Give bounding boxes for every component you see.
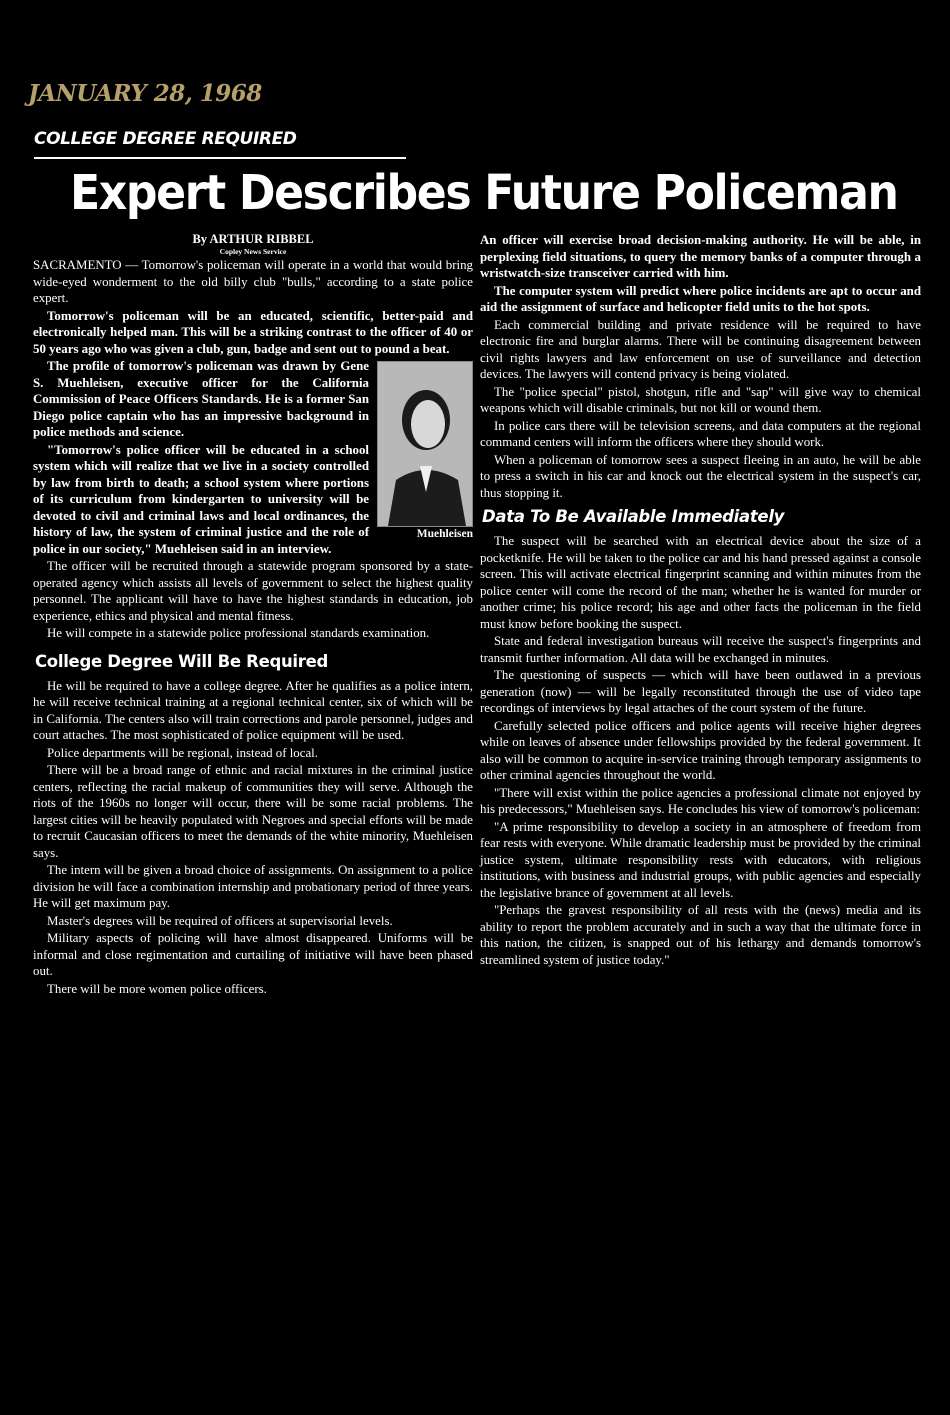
article-column-right (480, 232, 921, 969)
paragraph: Tomorrow's policeman will be an educated, scientific, better-paid and electronically helped man. This will be a striking contrast to the officer of 40 or 50 years ago who was given a club, gun, badge and sent out to pound a beat. (33, 308, 473, 356)
paragraph: Carefully selected police officers and police agents will receive higher degrees while on leaves of absence under fellowships provided by the federal government. It also will be common to acquire in-service training through temporary assignments to other criminal agencies throughout the world. (480, 718, 921, 782)
main-headline: Expert Describes Future Policeman (70, 165, 898, 221)
paragraph: "Perhaps the gravest responsibility of all rests with the (news) media and its ability to report the problem accurately and in such a way that the ultimate force in this nation, the citizen, is snapped out of his lethargy and demands tomorrow's streamlined system of justice today." (480, 903, 921, 967)
paragraph: "Tomorrow's police officer will be educated in a school system which will realize that we live in a society controlled by law from birth to death; a school system where portions of its curriculum from kindergarten to university will be devoted to civil and criminal laws and local ordinances, the history of law, the system of criminal justice and the role of police in our society," Muehleisen said in an interview. (33, 442, 369, 556)
paragraph: An officer will exercise broad decision-making authority. He will be able, in perplexing field situations, to query the memory banks of a computer through a wristwatch-size transceiver carried with him. (480, 233, 921, 280)
kicker-headline: COLLEGE DEGREE REQUIRED (34, 129, 297, 149)
paragraph: "There will exist within the police agencies a professional climate not enjoyed by his predecessors," Muehleisen says. He concludes his view of tomorrow's policeman: (480, 785, 921, 816)
news-service-credit: Copley News Service (219, 247, 287, 256)
paragraph: The computer system will predict where police incidents are apt to occur and aid the assignment of surface and helicopter field units to the hot spots. (480, 283, 921, 314)
paragraph: There will be a broad range of ethnic and racial mixtures in the criminal justice centers, reflecting the racial makeup of communities they will serve. Although the riots of the 1960s no longer will occur, there will be some racial problems. The largest cities will be heavily populated with Negroes and special efforts will be made to recruit Caucasian officers to meet the demands of the white minority, Muehleisen says. (33, 763, 473, 860)
paragraph: Military aspects of policing will have almost disappeared. Uniforms will be informal and close regimentation and curtailing of initiative will have been phased out. (33, 931, 473, 978)
kicker-underline (34, 157, 406, 159)
paragraph: Police departments will be regional, instead of local. (47, 745, 318, 760)
subheadline: College Degree Will Be Required (35, 651, 329, 671)
photo-caption: Muehleisen (416, 528, 473, 540)
paragraph: State and federal investigation bureaus will receive the suspect's fingerprints and transmit further information. All data will be exchanged in minutes. (480, 634, 921, 665)
portrait-photo (377, 361, 473, 527)
paragraph: In police cars there will be television screens, and data computers at the regional command centers will inform the officers where they should work. (480, 418, 921, 449)
subheadline: Data To Be Available Immediately (482, 507, 785, 526)
paragraph: He will compete in a statewide police professional standards examination. (47, 626, 430, 640)
portrait-photo-block (377, 361, 473, 541)
paragraph: When a policeman of tomorrow sees a suspect fleeing in an auto, he will be able to press a switch in his car and knock out the electrical system in the suspect's car, thus stopping it. (480, 452, 921, 500)
paragraph: The suspect will be searched with an electrical device about the size of a pocketknife. He will be taken to the police car and his hand pressed against a console screen. This will activate electrical fingerprint scanning and within minutes from the police center will come the record of the man; whether he is wanted for murder or another crime; his police record; his age and other facts the policeman in the field must know before booking the suspect. (480, 534, 921, 631)
paragraph: The "police special" pistol, shotgun, rifle and "sap" will give way to chemical weapons which will disable criminals, but not kill or wound them. (480, 384, 921, 415)
paragraph: The profile of tomorrow's policeman was drawn by Gene S. Muehleisen, executive officer for the California Commission of Peace Officers Standards. He is a former San Diego police captain who has an impressive background in police methods and science. (33, 359, 369, 439)
byline: By ARTHUR RIBBEL (192, 232, 314, 246)
paragraph: Each commercial building and private residence will be required to have electronic fire and burglar alarms. There will be continuing disagreement between civil rights lawyers and law enforcement on use of surveillance and detection devices. The lawyers will contend privacy is being violated. (480, 317, 921, 381)
paragraph: The questioning of suspects — which will have been outlawed in a previous generation (now) — will be legally reconstituted through the use of video tape recordings of interviews by legal attaches of the court system of the future. (480, 668, 921, 715)
paragraph: The intern will be given a broad choice of assignments. On assignment to a police division he will face a combination internship and probationary period of three years. He will get maximum pay. (33, 863, 473, 910)
article-column-left (33, 232, 473, 998)
paragraph: There will be more women police officers. (47, 981, 267, 996)
paragraph: Master's degrees will be required of officers at supervisorial levels. (47, 913, 393, 928)
paragraph: The officer will be recruited through a statewide program sponsored by a state-operated agency which assists all levels of government to select the highest quality personnel. The applicant will have to have the highest standards in education, job experience, ethics and physical and mental fitness. (33, 559, 473, 623)
paragraph: He will be required to have a college degree. After he qualifies as a police intern, he will receive technical training at a regional technical center, six of which will be in California. The centers also will train corrections and parole personnel, judges and court attaches. The most sophisticated of police equipment will be used. (33, 678, 473, 742)
paragraph: SACRAMENTO — Tomorrow's policeman will operate in a world that would bring wide-eyed wonderment to the old billy club "bulls," according to a state police expert. (33, 258, 473, 305)
issue-date: JANUARY 28, 1968 (28, 80, 262, 107)
paragraph: "A prime responsibility to develop a society in an atmosphere of freedom from fear rests with everyone. While dramatic leadership must be provided by the criminal justice system, ultimate responsibility rests with educators, with religious institutions, with business and industrial groups, with public agencies and especially the legislative brance of government at all levels. (480, 819, 921, 900)
